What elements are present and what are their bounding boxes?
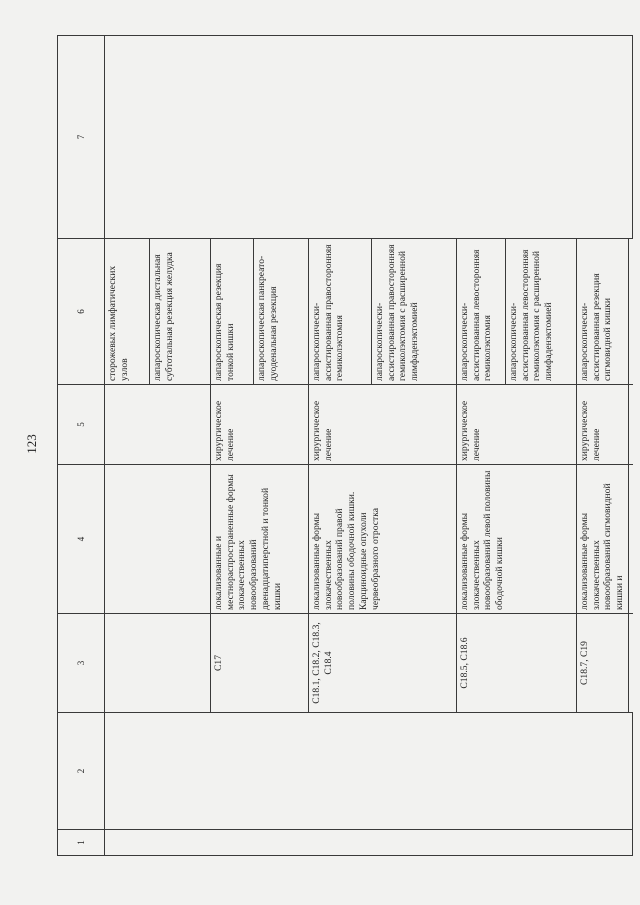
- page-number: 123: [24, 434, 39, 454]
- header-row: [58, 36, 105, 856]
- treatment-cell: [628, 385, 633, 465]
- model-cell: локализованные и местнораспространенные формы злокачественных новообразований двенадцатиперстной и тонкой кишки: [211, 465, 309, 614]
- header-cell-2: 2: [58, 713, 105, 830]
- code-cell: C17: [211, 614, 309, 713]
- method-cell: [628, 239, 633, 385]
- header-cell-3: 3: [58, 614, 105, 713]
- method-cell: лапароскопически-ассистированная левосторонняя гемиколэктомия с расширенной лимфаденэктомией: [506, 239, 577, 385]
- treatment-cell: [105, 385, 211, 465]
- rotated-table-wrapper: [57, 36, 626, 856]
- header-cell-1: 1: [58, 830, 105, 856]
- model-cell: [628, 465, 633, 614]
- page-content: [57, 36, 626, 856]
- method-cell: лапароскопически-ассистированная резекция сигмовидной кишки: [577, 239, 629, 385]
- code-cell: [628, 614, 633, 713]
- treatment-cell: хирургическое лечение: [211, 385, 309, 465]
- header-cell-5: 5: [58, 385, 105, 465]
- header-cell-6: 6: [58, 239, 105, 385]
- col2-cell: [105, 713, 633, 830]
- method-cell: лапароскопически-ассистированная правосторонняя гемиколэктомия с расширенной лимфаденэктомией: [372, 239, 457, 385]
- col7-cell: [105, 36, 633, 239]
- model-cell: локализованные формы злокачественных новообразований правой половины ободочной кишки. Карциноидные опухоли червеобразного отростка: [309, 465, 457, 614]
- treatment-cell: хирургическое лечение: [309, 385, 457, 465]
- method-cell: лапароскопическая панкреато-дуоденальная резекция: [254, 239, 309, 385]
- model-cell: [105, 465, 211, 614]
- method-cell: сторожевых лимфатических узлов: [105, 239, 150, 385]
- header-cell-7: 7: [58, 36, 105, 239]
- header-cell-4: 4: [58, 465, 105, 614]
- treatment-table: [57, 35, 633, 856]
- code-cell: C18.5, C18.6: [457, 614, 577, 713]
- model-cell: локализованные формы злокачественных новообразований левой половины ободочной кишки: [457, 465, 577, 614]
- col1-cell: [105, 830, 633, 856]
- table-row: [105, 36, 150, 856]
- method-cell: лапароскопическая резекция тонкой кишки: [211, 239, 254, 385]
- code-cell: [105, 614, 211, 713]
- method-cell: лапароскопически-ассистированная правосторонняя гемиколэктомия: [309, 239, 372, 385]
- method-cell: лапароскопически-ассистированная левосторонняя гемиколэктомия: [457, 239, 506, 385]
- treatment-cell: хирургическое лечение: [577, 385, 629, 465]
- treatment-cell: хирургическое лечение: [457, 385, 577, 465]
- code-cell: C18.1, C18.2, C18.3, C18.4: [309, 614, 457, 713]
- method-cell: лапароскопическая дистальная субтотальная резекция желудка: [150, 239, 211, 385]
- code-cell: C18.7, C19: [577, 614, 629, 713]
- model-cell: локализованные формы злокачественных новообразований сигмовидной кишки и: [577, 465, 629, 614]
